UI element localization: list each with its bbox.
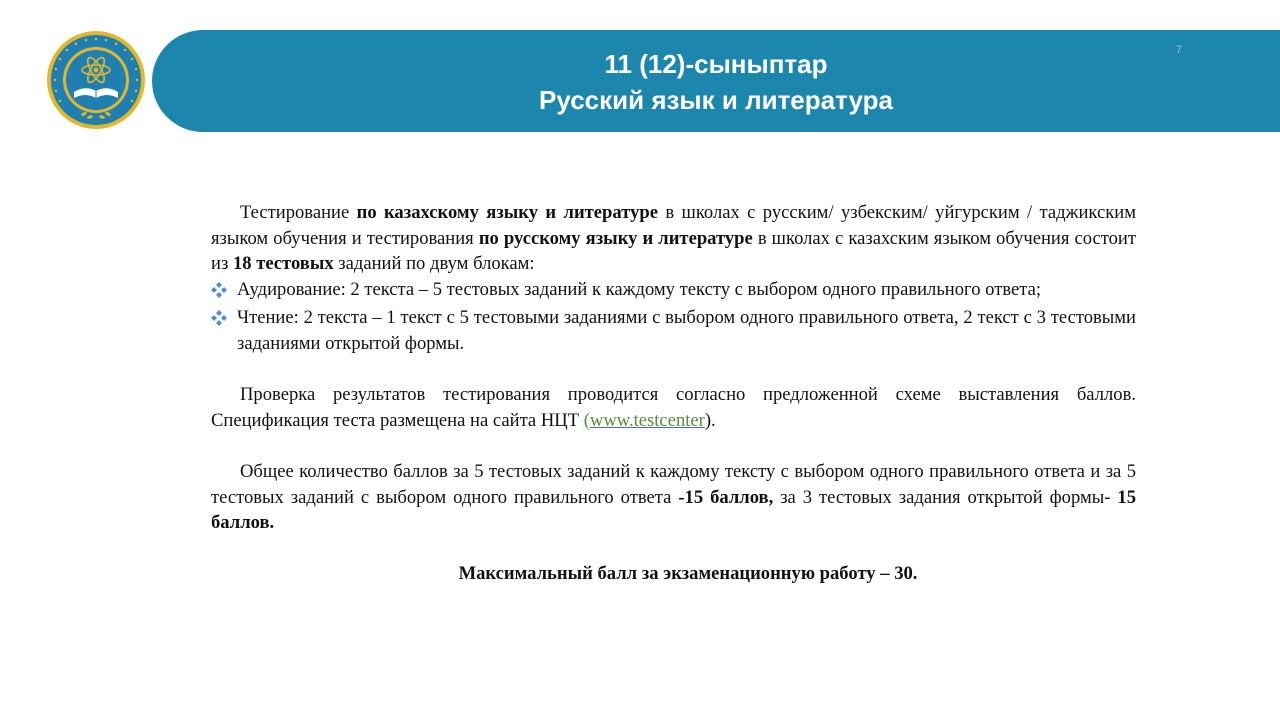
bullet-text: Аудирование: 2 текста – 5 тестовых заданий к каждому тексту с выбором одного правильного ответа;	[237, 278, 1042, 300]
bold-run: по казахскому языку и литературе	[356, 202, 658, 223]
text-run: в школах с казахским языком обучения состоит из	[211, 227, 1137, 275]
spacer	[211, 357, 1136, 383]
bullet-text: Чтение: 2 текста – 1 текст с 5 тестовыми заданиями с выбором одного правильного ответа, 2 текст с 3 тестовыми заданиями открытой формы.	[237, 307, 1136, 354]
text-run: Общее количество баллов за 5 тестовых заданий к каждому тексту с выбором одного правильного ответа и за 5 тестовых заданий с выбором одного правильного ответа	[211, 460, 1136, 508]
paragraph-test-structure	[211, 200, 1136, 277]
bold-run: 15 баллов.	[211, 486, 1136, 534]
page-title	[152, 46, 1280, 118]
link-paren: (	[583, 409, 590, 431]
text-run: заданий по двум блокам:	[333, 253, 535, 275]
slide-number: 7	[1176, 44, 1183, 56]
text-run: Проверка результатов тестирования проводится согласно предложенной схеме выставления баллов. Спецификация теста размещена на сайта НЦТ	[211, 384, 1136, 431]
bold-run: 18 тестовых	[232, 253, 334, 275]
ministry-emblem-logo	[44, 28, 148, 132]
paragraph-verification	[211, 382, 1136, 433]
list-item-listening	[211, 277, 1136, 306]
emblem-icon	[44, 28, 148, 132]
diamond-cluster-icon	[211, 305, 237, 334]
paragraph-scoring	[211, 459, 1136, 536]
max-score-line: Максимальный балл за экзаменационную работу – 30.	[458, 563, 918, 585]
diamond-cluster-icon	[211, 277, 237, 306]
testcenter-link[interactable]	[584, 410, 705, 431]
bold-run: -15 баллов,	[678, 486, 774, 508]
text-run: ).	[704, 409, 716, 431]
link-text[interactable]: www.testcenter	[589, 409, 705, 431]
title-line-subject: Русский язык и литература	[539, 85, 893, 115]
spacer	[211, 536, 1136, 562]
title-line-grade: 11 (12)-сыныптар	[604, 49, 828, 79]
text-run: за 3 тестовых задания открытой формы-	[773, 486, 1118, 508]
bold-run: по русскому языку и литературе	[478, 227, 753, 249]
slide-body	[211, 200, 1136, 587]
text-run: в школах с русским/ узбекским/ уйгурским / таджикским языком обучения и тестирования	[211, 202, 1136, 249]
list-item-reading	[211, 305, 1136, 356]
spacer	[211, 433, 1136, 459]
text-run: Тестирование	[240, 202, 357, 223]
